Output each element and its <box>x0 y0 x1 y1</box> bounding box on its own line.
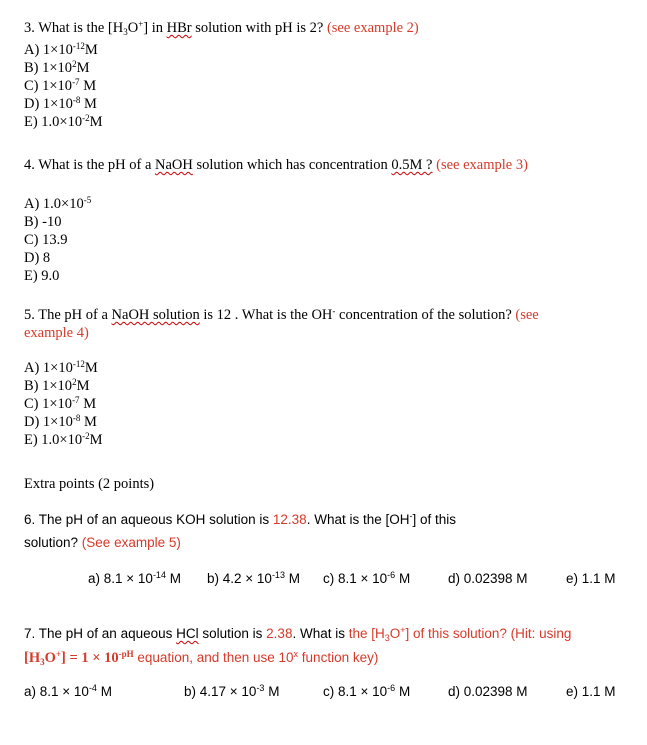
q7-equation: $[H3O^+] = 1 \times 10^{-pH}$ equation, and then use 10$^x$ function key) <box>24 649 379 667</box>
q7-answer-a: a) $8.1 \times 10^{-4}$ M <box>24 683 112 699</box>
q3-text-a: 3. What is the [H <box>24 20 124 36</box>
q7-hcl: HCl <box>176 626 199 641</box>
q4-stem: 4. What is the pH of a NaOH solution which has concentration 0.5M ? (see example 3) <box>24 157 528 173</box>
q3-option-c: C) $1\times 10^{-7}$ M <box>24 77 97 94</box>
q3-plus: + <box>138 19 144 29</box>
q4-ref: (see example 3) <box>432 157 528 173</box>
q4-option-a: A) $1.0\times 10^{-5}$ <box>24 195 92 212</box>
q3-option-b: B) $1\times 10^2M$ <box>24 59 90 76</box>
q5-ref-a: (see <box>515 307 539 323</box>
q3-option-a: A) $1\times 10^{-12}M$ <box>24 41 98 58</box>
q7-answer-d: d) 0.02398 M <box>448 684 528 699</box>
q6-answer-b: b) $4.2 \times 10^{-13}$ M <box>207 570 300 586</box>
q7-answer-b: b) $4.17 \times 10^{-3}$ M <box>184 683 280 699</box>
q6-stem-line2: solution? (See example 5) <box>24 535 181 550</box>
q5-option-a: A) $1\times 10^{-12}M$ <box>24 359 98 376</box>
q6-answer-d: d) 0.02398 M <box>448 571 528 586</box>
q5-ref-b: example 4) <box>24 325 89 341</box>
q4-naoh: NaOH <box>155 157 193 173</box>
q7-answer-c: c) $8.1 \times 10^{-6}$ M <box>323 683 411 699</box>
extra-points-title: Extra points (2 points) <box>24 476 155 492</box>
q6-answer-e: e) 1.1 M <box>566 571 616 586</box>
q3-stem <box>24 20 419 37</box>
q7-answer-e: e) 1.1 M <box>566 684 616 699</box>
q7-ph: 2.38 <box>266 626 293 641</box>
q7-what: the $[H_3O^+]$ of this solution? (Hit: using <box>348 625 572 643</box>
q5-option-e: E) $1.0\times 10^{-2}M$ <box>24 431 103 448</box>
q5-option-d: D) $1\times 10^{-8}$ M <box>24 413 97 430</box>
q4-option-c: C) 13.9 <box>24 232 68 248</box>
q3-sub: 3 <box>123 27 128 37</box>
q3-option-e: E) $1.0\times 10^{-2}M$ <box>24 113 103 130</box>
q4-option-e: E) 9.0 <box>24 268 60 284</box>
q3-text-c: solution with pH is 2? <box>191 20 327 36</box>
q5-option-b: B) $1\times 10^2M$ <box>24 377 90 394</box>
q4-conc: 0.5M ? <box>391 157 433 173</box>
q6-answer-a: a) $8.1 \times 10^{-14}$ M <box>88 570 181 586</box>
q6-ref: (See example 5) <box>81 535 181 550</box>
q4-option-d: D) 8 <box>24 250 51 266</box>
q6-ph: 12.38 <box>272 512 307 527</box>
q5-option-c: C) $1\times 10^{-7}$ M <box>24 395 97 412</box>
q5-naoh: NaOH solution <box>111 307 200 323</box>
q3-ref: (see example 2) <box>326 20 419 36</box>
q7-stem-line1: 7. The pH of an aqueous HCl solution is 2.38. What is the $[H_3O^+]$ of this solution? (Hit: using <box>24 625 572 643</box>
q4-option-b: B) -10 <box>24 214 62 230</box>
q5-stem-line1: 5. The pH of a NaOH solution is 12 . What is the OH- concentration of the solution? (see <box>24 306 539 323</box>
q3-option-d: D) $1\times 10^{-8}$ M <box>24 95 97 112</box>
q6-stem-line1: 6. The pH of an aqueous KOH solution is 12.38. What is the [OH-] of this <box>24 511 457 527</box>
q3-text-b: ] in <box>143 20 167 36</box>
q3-mid: O <box>127 20 139 36</box>
q3-hbr: HBr <box>166 20 192 36</box>
q6-answer-c: c) $8.1 \times 10^{-6}$ M <box>323 570 411 586</box>
